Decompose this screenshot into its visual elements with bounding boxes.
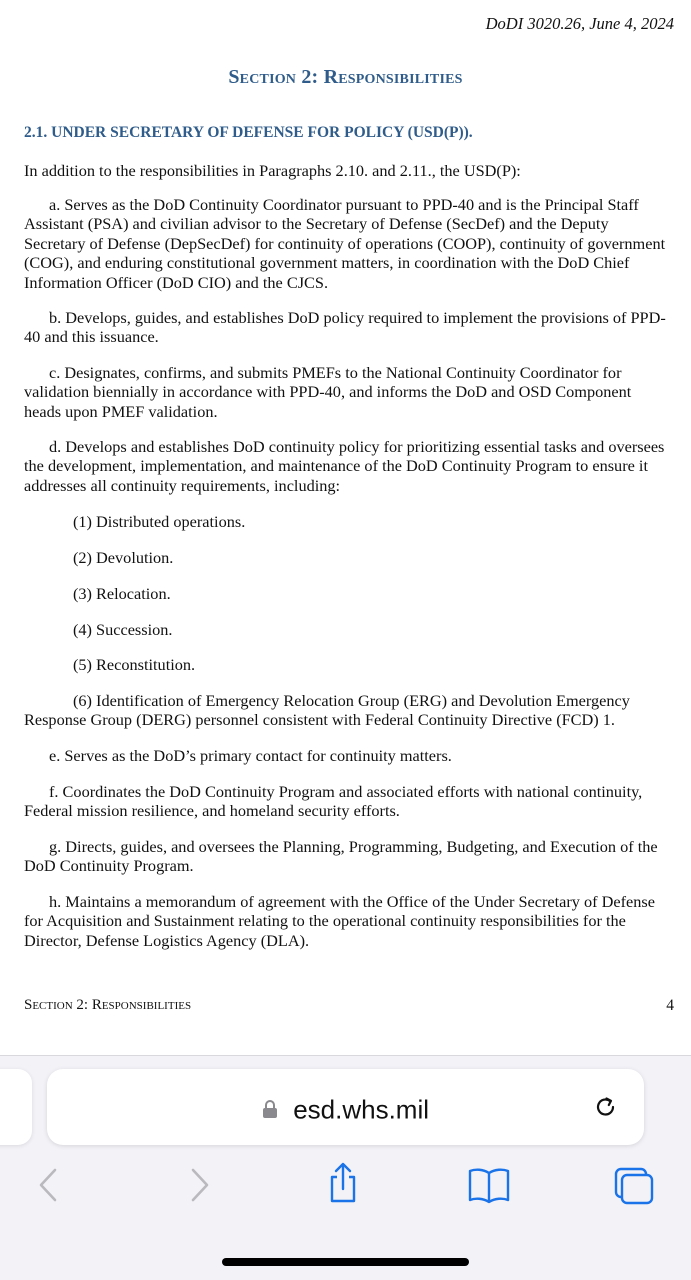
document-header: DoDI 3020.26, June 4, 2024 — [485, 14, 674, 33]
item-f: f. Coordinates the DoD Continuity Program and associated efforts with national continuity, Federal mission resilience, and homeland security efforts. — [24, 782, 643, 821]
reload-icon[interactable] — [592, 1093, 620, 1126]
previous-tab-preview[interactable] — [0, 1069, 32, 1145]
paragraph-heading: 2.1. UNDER SECRETARY OF DEFENSE FOR POLICY (USD(P)). — [24, 124, 473, 141]
section-title: Section 2: Responsibilities — [228, 66, 463, 88]
page-number: 4 — [666, 997, 674, 1014]
item-d6: (6) Identification of Emergency Relocation Group (ERG) and Devolution Emergency Response Group (DERG) personnel consistent with Federal Continuity Directive (FCD) 1. — [24, 691, 630, 730]
intro-text: In addition to the responsibilities in Paragraphs 2.10. and 2.11., the USD(P): — [24, 161, 521, 180]
home-indicator[interactable] — [222, 1258, 469, 1266]
tabs-icon[interactable] — [612, 1166, 656, 1211]
back-chevron-icon[interactable] — [36, 1165, 62, 1210]
share-icon[interactable] — [325, 1161, 361, 1210]
lock-icon — [262, 1095, 278, 1126]
item-a: a. Serves as the DoD Continuity Coordinator pursuant to PPD-40 and is the Principal Staff Assistant (PSA) and civilian advisor to the Secretary of Defense (SecDef) and the Deputy Secretary of Defense (DepSecDef) for continuity of operations (COOP), continuity of government (COG), and enduring constitutional government matters, in coordination with the DoD Chief Information Officer (DoD CIO) and the CJCS. — [24, 195, 666, 292]
item-d2: (2) Devolution. — [73, 548, 174, 567]
item-g: g. Directs, guides, and oversees the Planning, Programming, Budgeting, and Execution of the DoD Continuity Program. — [24, 837, 658, 876]
item-d4: (4) Succession. — [73, 620, 173, 639]
item-d: d. Develops and establishes DoD continuity policy for prioritizing essential tasks and oversees the development, implementation, and maintenance of the DoD Continuity Program to ensure it addresses all continuity requirements, including: — [24, 437, 665, 495]
url-text: esd.whs.mil — [293, 1094, 430, 1125]
book-icon[interactable] — [467, 1166, 511, 1209]
item-b: b. Develops, guides, and establishes DoD policy required to implement the provisions of PPD-40 and this issuance. — [24, 308, 666, 347]
item-h: h. Maintains a memorandum of agreement with the Office of the Under Secretary of Defense for Acquisition and Sustainment relating to the operational continuity responsibilities for the Director, Defense Logistics Agency (DLA). — [24, 892, 655, 950]
forward-chevron-icon[interactable] — [186, 1165, 212, 1210]
address-bar[interactable] — [47, 1069, 644, 1145]
item-d5: (5) Reconstitution. — [73, 655, 196, 674]
item-c: c. Designates, confirms, and submits PMEFs to the National Continuity Coordinator for validation biennially in accordance with PPD-40, and informs the DoD and OSD Component heads upon PMEF validation. — [24, 363, 632, 421]
item-d1: (1) Distributed operations. — [73, 512, 246, 531]
item-e: e. Serves as the DoD’s primary contact for continuity matters. — [49, 746, 452, 765]
item-d3: (3) Relocation. — [73, 584, 171, 603]
footer-section: Section 2: Responsibilities — [24, 997, 192, 1013]
